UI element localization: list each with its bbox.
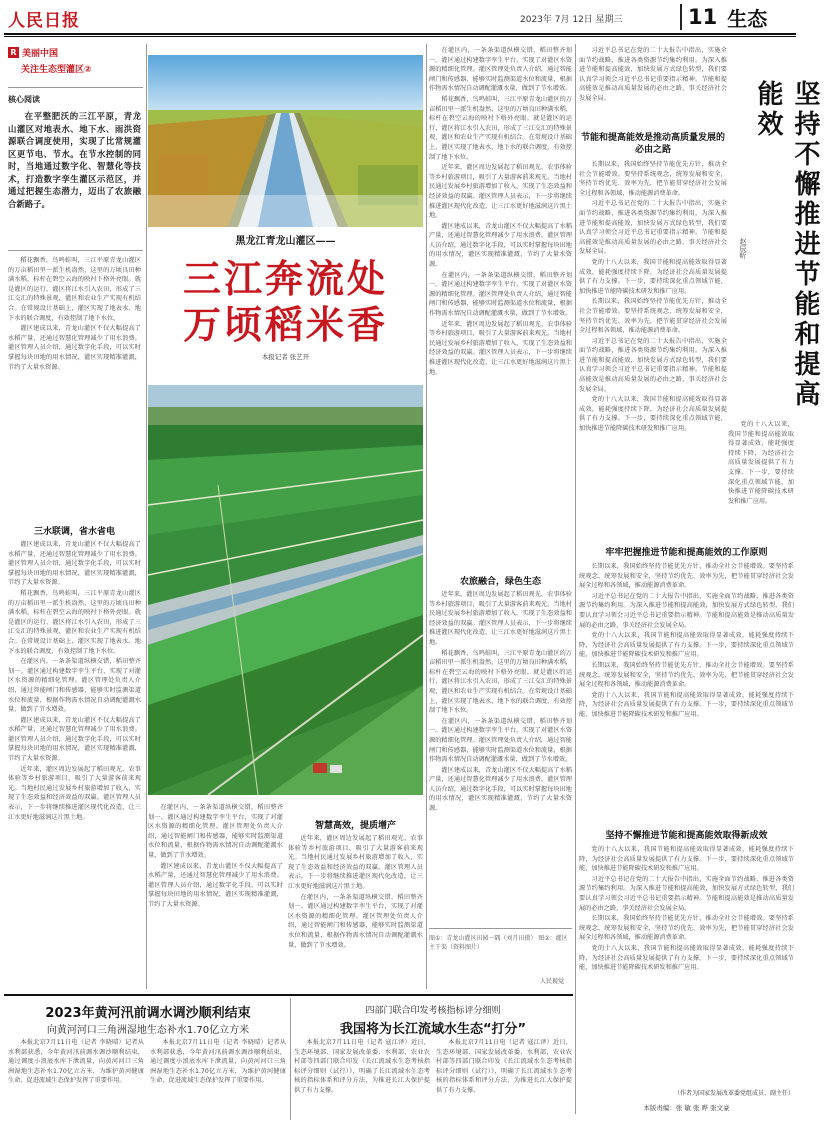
- right-body-1b: 党的十八大以来，我国节能和提高能效取得显著成效，能耗强度持续下降，为经济社会高质量发展提供了有力支撑。下一步，要持续深化重点领域节能，加快推进节能降碳技术研发和推广应用。: [728, 421, 794, 505]
- yellow-river-body-1: 本报北京7月11日电（记者 李晓晴）记者从水利部获悉，今年黄河汛前调水调沙顺利结束，通过调度小浪底水库下泄流量，向黄河河口三角洲湿地生态补水1.70亿立方米，为维护黄河健康生命、促进流域生态保护发挥了重要作用。: [8, 1039, 144, 1085]
- canal-aerial-photo: [148, 55, 423, 227]
- series-badge-icon: R: [8, 47, 19, 58]
- yangtze-body-1: 本报北京7月11日电（记者 寇江泽）近日，生态环境部、国家发展改革委、水利部、农业农村部等四部门联合印发《长江流域水生态考核指标评分细则（试行）》，明确了长江流域水生态考核的指标体系和评分方法，为推进长江大保护提供了有力支撑。: [294, 1039, 430, 1094]
- photo-credit: 图①：青龙山灌区田园一隅（刘月田摄） 图②：灌区主干渠（资料图片）: [429, 935, 568, 951]
- series-title: 美丽中国: [22, 49, 59, 59]
- subhead-water: 三水联调，省水省电: [33, 527, 115, 537]
- left-body-1: 稻花飘香，鸟鸣蛙叫，三江平原青龙山灌区的万亩稻田里一派生机盎然，这里的万顷良田种满水稻，标杆在碧空云海的映衬下格外亮眼。就是灌区的运行，灌区将江水引入农田，形成了三江交汇的特殊景观，灌区和农业生产实现有机结合。在常规设计基础上，灌区实现了地表水、地下水的联合调度，有效控制了地下水位。 灌区建成以来，青龙山灌区不仅大幅提高了水稻产量，还通过智慧化管理减少了用水浪费。灌区管理人员介绍，通过数字化手段，可以实时掌握每块田地的用水情况，灌区实现精准灌溉，节约了大量水资源。: [8, 257, 141, 371]
- bottom-divider: [4, 994, 573, 996]
- yangtze-body-2: 本报北京7月11日电（记者 寇江泽）近日，生态环境部、国家发展改革委、水利部、农业农村部等四部门联合印发《长江流域水生态考核指标评分细则（试行）》，明确了长江流域水生态考核的指标体系和评分方法，为推进长江大保护提供了有力支撑。: [436, 1039, 572, 1094]
- masthead-rule: [4, 33, 796, 35]
- lead-paragraph: 在平整肥沃的三江平原，青龙山灌区对地表水、地下水、雨洪资源联合调度使用，实现了比常规灌区更节电、节水。在节水控制的同时，当地通过数字化、智慧化等技术，打造数字孪生灌区示范区，并通过把握生态潜力，迈出了农旅融合新路子。: [8, 111, 141, 209]
- byline: 本报记者 张艺开: [261, 353, 310, 361]
- yellow-river-body-2: 本报北京7月11日电（记者 李晓晴）记者从水利部获悉，今年黄河汛前调水调沙顺利结束，通过调度小浪底水库下泄流量，向黄河河口三角洲湿地生态补水1.70亿立方米，为维护黄河健康生命、促进流域生态保护发挥了重要作用。: [150, 1039, 286, 1085]
- section-name: 生态: [727, 6, 768, 31]
- page-header-box: [680, 4, 796, 30]
- right-subhead-1: 节能和提高能效是推动高质量发展的必由之路: [580, 133, 725, 155]
- commentary-title: 坚持不懈推进节能和提高能效: [753, 80, 820, 410]
- rice-field-photo: [148, 385, 423, 795]
- yellow-river-subtitle: 向黄河河口三角洲湿地生态补水1.70亿立方米: [46, 1025, 250, 1036]
- issue-date: 2023年 7月 12日 星期三: [520, 15, 623, 25]
- page-number: 11: [688, 5, 718, 29]
- series-header: [8, 46, 143, 75]
- right-subhead-3: 坚持不懈推进节能和提高能效取得新成效: [605, 831, 768, 841]
- author-note: （作者为国家发展改革委党组成员、副主任）: [673, 1090, 794, 1097]
- yangtze-title: 我国将为长江流域水生态“打分”: [339, 1022, 527, 1037]
- left-body-2: 灌区建成以来，青龙山灌区不仅大幅提高了水稻产量，还通过智慧化管理减少了用水浪费。灌区管理人员介绍，通过数字化手段，可以实时掌握每块田地的用水情况，灌区实现精准灌溉，节约了大量水资源。 稻花飘香，鸟鸣蛙叫，三江平原青龙山灌区的万亩稻田里一派生机盎然，这里的万顷良田种满水稻，标杆在碧空云海的映衬下格外亮眼。就是灌区的运行，灌区将江水引入农田，形成了三江交汇的特殊景观，灌区和农业生产实现有机结合。在常规设计基础上，灌区实现了地表水、地下水的联合调度，有效控制了地下水位。 在灌区内，一条条渠道纵横交错，稻田整齐划一。灌区通过构建数字孪生平台，实现了对灌区水资源的精细化管理。灌区管理处负责人介绍，通过智能闸门和传感器，能够实时监测渠道水位和流量，根据作物需水情况自动调配灌溉水量，做到了节水增效。 灌区建成以来，青龙山灌区不仅大幅提高了水稻产量，还通过智慧化管理减少了用水浪费。灌区管理人员介绍，通过数字化手段，可以实时掌握每块田地的用水情况，灌区实现精准灌溉，节约了大量水资源。 近年来，灌区周边发展起了稻田观光、农事体验等乡村旅游项目，吸引了大量游客前来观光。当地村民通过发展乡村旅游增加了收入，实现了生态效益和经济效益的双赢。灌区管理人员表示，下一步将继续推进灌区现代化改造，让三江水更好地滋润这片黑土地。: [8, 541, 141, 821]
- editor-mark: 人民视觉: [540, 978, 565, 985]
- story-body-col: 在灌区内，一条条渠道纵横交错，稻田整齐划一。灌区通过构建数字孪生平台，实现了对灌区水资源的精细化管理。灌区管理处负责人介绍，通过智能闸门和传感器，能够实时监测渠道水位和流量，根据作物需水情况自动调配灌溉水量，做到了节水增效。 稻花飘香，鸟鸣蛙叫，三江平原青龙山灌区的万亩稻田里一派生机盎然，这里的万顷良田种满水稻，标杆在碧空云海的映衬下格外亮眼。就是灌区的运行，灌区将江水引入农田，形成了三江交汇的特殊景观，灌区和农业生产实现有机结合。在常规设计基础上，灌区实现了地表水、地下水的联合调度，有效控制了地下水位。 近年来，灌区周边发展起了稻田观光、农事体验等乡村旅游项目，吸引了大量游客前来观光。当地村民通过发展乡村旅游增加了收入，实现了生态效益和经济效益的双赢。灌区管理人员表示，下一步将继续推进灌区现代化改造，让三江水更好地滋润这片黑土地。 灌区建成以来，青龙山灌区不仅大幅提高了水稻产量，还通过智慧化管理减少了用水浪费。灌区管理人员介绍，通过数字化手段，可以实时掌握每块田地的用水情况，灌区实现精准灌溉，节约了大量水资源。 在灌区内，一条条渠道纵横交错，稻田整齐划一。灌区通过构建数字孪生平台，实现了对灌区水资源的精细化管理。灌区管理处负责人介绍，通过智能闸门和传感器，能够实时监测渠道水位和流量，根据作物需水情况自动调配灌溉水量，做到了节水增效。 近年来，灌区周边发展起了稻田观光、农事体验等乡村旅游项目，吸引了大量游客前来观光。当地村民通过发展乡村旅游增加了收入，实现了生态效益和经济效益的双赢。灌区管理人员表示，下一步将继续推进灌区现代化改造，让三江水更好地滋润这片黑土地。: [429, 47, 572, 376]
- right-body-1: 长期以来，我国始终坚持节能优先方针，推动全社会节能增效。要坚持系统观念，统筹发展和安全，坚持节约优先、效率为先，把节能贯穿经济社会发展全过程和各领域，推动能源消费革命。 习近平总书记在党的二十大报告中指出，实施全面节约战略，推进各类资源节约集约利用。为深入推进节能和提高能效，加快发展方式绿色转型，我们要认真学习领会习近平总书记重要指示精神。节能和提高能效是推动高质量发展的必由之路，事关经济社会发展全局。 党的十八大以来，我国节能和提高能效取得显著成效，能耗强度持续下降，为经济社会高质量发展提供了有力支撑。下一步，要持续深化重点领域节能，加快推进节能降碳技术研发和推广应用。 长期以来，我国始终坚持节能优先方针，推动全社会节能增效。要坚持系统观念，统筹发展和安全，坚持节约优先、效率为先，把节能贯穿经济社会发展全过程和各领域，推动能源消费革命。 习近平总书记在党的二十大报告中指出，实施全面节约战略，推进各类资源节约集约利用。为深入推进节能和提高能效，加快发展方式绿色转型，我们要认真学习领会习近平总书记重要指示精神。节能和提高能效是推动高质量发展的必由之路，事关经济社会发展全局。 党的十八大以来，我国节能和提高能效取得显著成效，能耗强度持续下降，为经济社会高质量发展提供了有力支撑。下一步，要持续深化重点领域节能，加快推进节能降碳技术研发和推广应用。: [579, 161, 727, 433]
- story-body-col-2: 近年来，灌区周边发展起了稻田观光、农事体验等乡村旅游项目，吸引了大量游客前来观光。当地村民通过发展乡村旅游增加了收入，实现了生态效益和经济效益的双赢。灌区管理人员表示，下一步将继续推进灌区现代化改造，让三江水更好地滋润这片黑土地。 稻花飘香，鸟鸣蛙叫，三江平原青龙山灌区的万亩稻田里一派生机盎然，这里的万顷良田种满水稻，标杆在碧空云海的映衬下格外亮眼。就是灌区的运行，灌区将江水引入农田，形成了三江交汇的特殊景观，灌区和农业生产实现有机结合。在常规设计基础上，灌区实现了地表水、地下水的联合调度，有效控制了地下水位。 在灌区内，一条条渠道纵横交错，稻田整齐划一。灌区通过构建数字孪生平台，实现了对灌区水资源的精细化管理。灌区管理处负责人介绍，通过智能闸门和传感器，能够实时监测渠道水位和流量，根据作物需水情况自动调配灌溉水量，做到了节水增效。 灌区建成以来，青龙山灌区不仅大幅提高了水稻产量，还通过智慧化管理减少了用水浪费。灌区管理人员介绍，通过数字化手段，可以实时掌握每块田地的用水情况，灌区实现精准灌溉，节约了大量水资源。: [429, 591, 572, 813]
- core-reading-label: 核心阅读: [8, 95, 40, 104]
- yangtze-kicker: 四部门联合印发考核指标评分细则: [365, 1006, 501, 1016]
- mid-body-right: 近年来，灌区周边发展起了稻田观光、农事体验等乡村旅游项目，吸引了大量游客前来观光。当地村民通过发展乡村旅游增加了收入，实现了生态效益和经济效益的双赢。灌区管理人员表示，下一步将继续推进灌区现代化改造，让三江水更好地滋润这片黑土地。 在灌区内，一条条渠道纵横交错，稻田整齐划一。灌区通过构建数字孪生平台，实现了对灌区水资源的精细化管理。灌区管理处负责人介绍，通过智能闸门和传感器，能够实时监测渠道水位和流量，根据作物需水情况自动调配灌溉水量，做到了节水增效。: [288, 835, 423, 949]
- subhead-smart: 智慧高效，提质增产: [314, 821, 396, 831]
- newspaper-logo: 人民日报: [8, 11, 80, 31]
- editor-line: 本版责编：张 敏 张 晔 张文豪: [643, 1104, 730, 1112]
- right-subhead-2: 牢牢把握推进节能和提高能效的工作原则: [605, 548, 768, 558]
- commentary-author: 赵辰昕: [739, 238, 747, 259]
- subhead-agritourism: 农旅融合，绿色生态: [459, 577, 541, 587]
- headline-line-1: 三江奔流处: [182, 257, 388, 301]
- masthead-rule-thin: [4, 36, 796, 37]
- headline-line-2: 万顷稻米香: [182, 303, 388, 347]
- right-body-2: 长期以来，我国始终坚持节能优先方针，推动全社会节能增效。要坚持系统观念，统筹发展和安全，坚持节约优先、效率为先，把节能贯穿经济社会发展全过程和各领域，推动能源消费革命。 习近平总书记在党的二十大报告中指出，实施全面节约战略，推进各类资源节约集约利用。为深入推进节能和提高能效，加快发展方式绿色转型，我们要认真学习领会习近平总书记重要指示精神。节能和提高能效是推动高质量发展的必由之路，事关经济社会发展全局。 党的十八大以来，我国节能和提高能效取得显著成效，能耗强度持续下降，为经济社会高质量发展提供了有力支撑。下一步，要持续深化重点领域节能，加快推进节能降碳技术研发和推广应用。 长期以来，我国始终坚持节能优先方针，推动全社会节能增效。要坚持系统观念，统筹发展和安全，坚持节约优先、效率为先，把节能贯穿经济社会发展全过程和各领域，推动能源消费革命。 党的十八大以来，我国节能和提高能效取得显著成效，能耗强度持续下降，为经济社会高质量发展提供了有力支撑。下一步，要持续深化重点领域节能，加快推进节能降碳技术研发和推广应用。: [579, 563, 794, 718]
- yellow-river-title: 2023年黄河汛前调水调沙顺利结束: [45, 1006, 251, 1021]
- series-subtitle: 关注生态型灌区②: [21, 65, 92, 75]
- location-line: 黑龙江青龙山灌区——: [235, 236, 336, 247]
- right-body-3: 党的十八大以来，我国节能和提高能效取得显著成效，能耗强度持续下降，为经济社会高质量发展提供了有力支撑。下一步，要持续深化重点领域节能，加快推进节能降碳技术研发和推广应用。 习近平总书记在党的二十大报告中指出，实施全面节约战略，推进各类资源节约集约利用。为深入推进节能和提高能效，加快发展方式绿色转型，我们要认真学习领会习近平总书记重要指示精神。节能和提高能效是推动高质量发展的必由之路，事关经济社会发展全局。 长期以来，我国始终坚持节能优先方针，推动全社会节能增效。要坚持系统观念，统筹发展和安全，坚持节约优先、效率为先，把节能贯穿经济社会发展全过程和各领域，推动能源消费革命。 党的十八大以来，我国节能和提高能效取得显著成效，能耗强度持续下降，为经济社会高质量发展提供了有力支撑。下一步，要持续深化重点领域节能，加快推进节能降碳技术研发和推广应用。: [579, 846, 794, 972]
- right-intro: 习近平总书记在党的二十大报告中指出，实施全面节约战略，推进各类资源节约集约利用。为深入推进节能和提高能效，加快发展方式绿色转型，我们要认真学习领会习近平总书记重要指示精神。节能和提高能效是推动高质量发展的必由之路，事关经济社会发展全局。: [579, 47, 727, 102]
- mid-body-left: 在灌区内，一条条渠道纵横交错，稻田整齐划一。灌区通过构建数字孪生平台，实现了对灌区水资源的精细化管理。灌区管理处负责人介绍，通过智能闸门和传感器，能够实时监测渠道水位和流量，根据作物需水情况自动调配灌溉水量，做到了节水增效。 灌区建成以来，青龙山灌区不仅大幅提高了水稻产量，还通过智慧化管理减少了用水浪费。灌区管理人员介绍，通过数字化手段，可以实时掌握每块田地的用水情况，灌区实现精准灌溉，节约了大量水资源。: [148, 804, 283, 908]
